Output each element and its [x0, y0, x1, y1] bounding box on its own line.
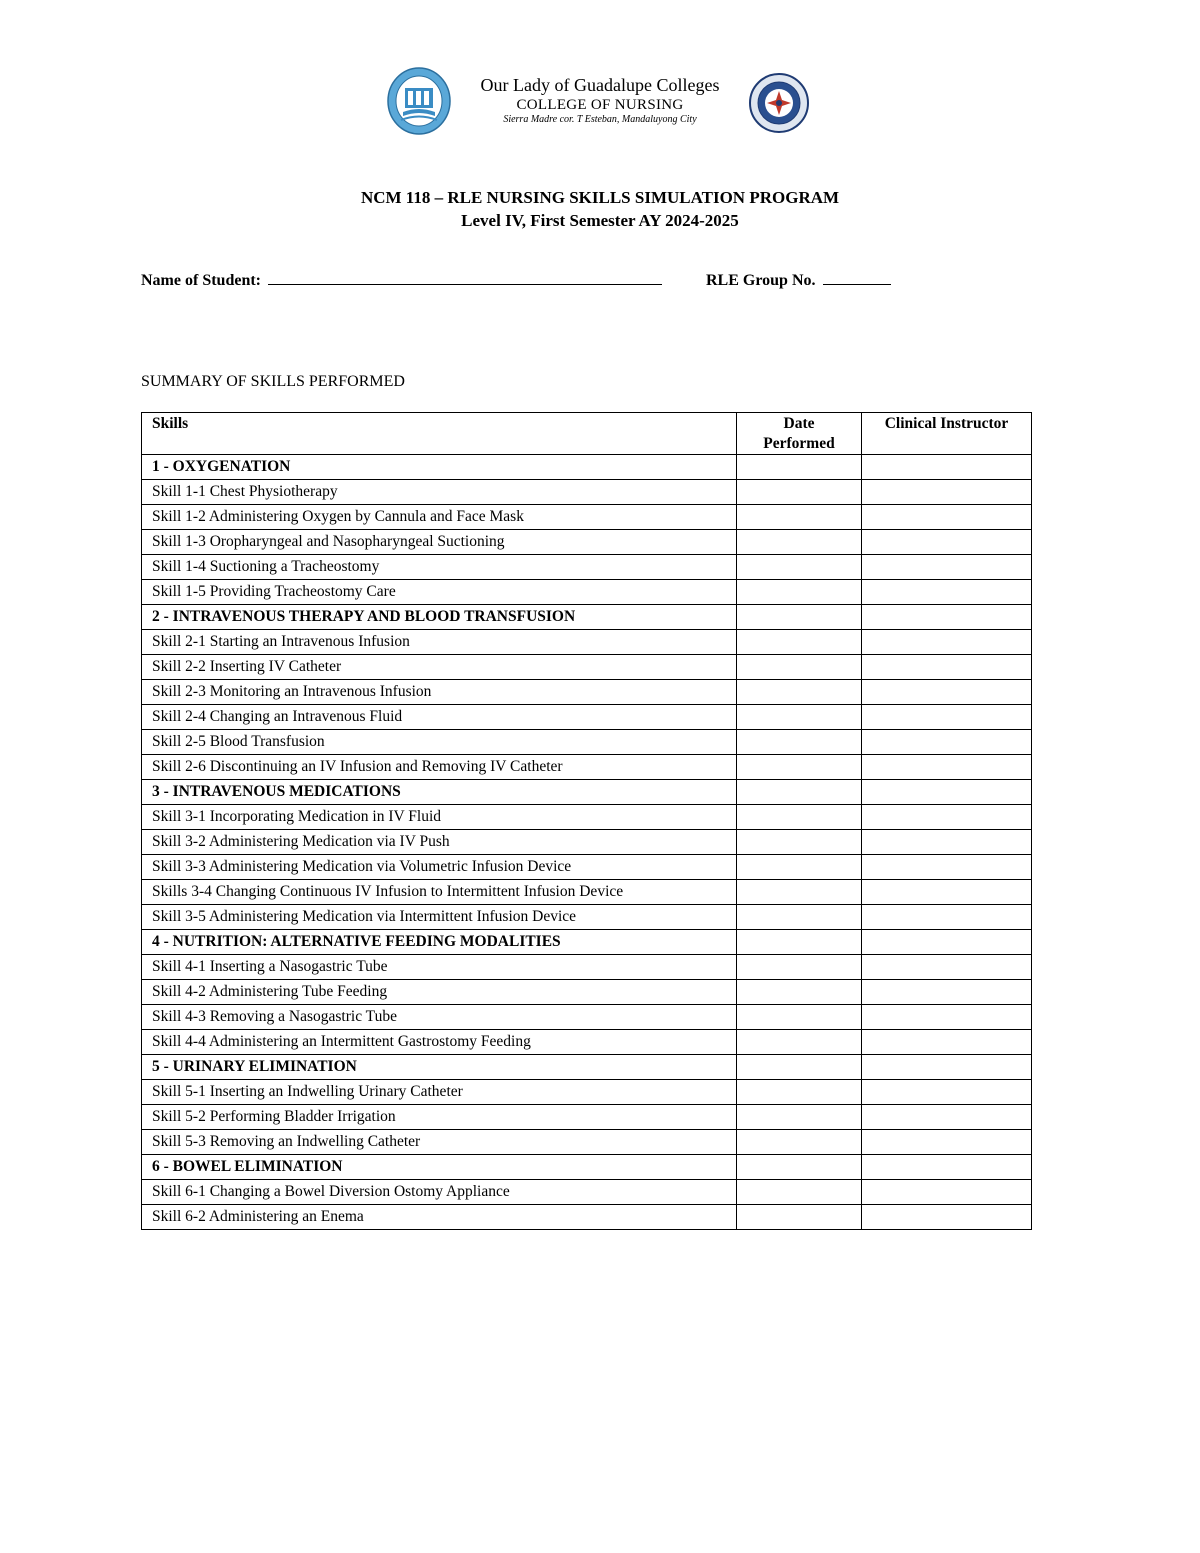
nursing-seal-logo [748, 72, 810, 134]
date-performed-cell[interactable] [737, 530, 862, 555]
date-performed-cell[interactable] [737, 505, 862, 530]
date-performed-cell[interactable] [737, 1055, 862, 1080]
date-performed-cell[interactable] [737, 855, 862, 880]
date-performed-cell[interactable] [737, 955, 862, 980]
date-performed-cell[interactable] [737, 1205, 862, 1230]
skill-row [142, 880, 1032, 905]
skill-name: Skill 6-2 Administering an Enema [142, 1205, 737, 1230]
category-row [142, 780, 1032, 805]
skill-name: Skill 6-1 Changing a Bowel Diversion Ostomy Appliance [142, 1180, 737, 1205]
category-name: 1 - OXYGENATION [142, 455, 737, 480]
header-date-performed: Date Performed [737, 413, 862, 455]
clinical-instructor-cell[interactable] [862, 505, 1032, 530]
date-performed-cell[interactable] [737, 1105, 862, 1130]
category-name: 4 - NUTRITION: ALTERNATIVE FEEDING MODALITIES [142, 930, 737, 955]
date-performed-cell[interactable] [737, 930, 862, 955]
rle-group-label: RLE Group No. [706, 272, 816, 289]
clinical-instructor-cell[interactable] [862, 1055, 1032, 1080]
skill-row [142, 1205, 1032, 1230]
skill-row [142, 555, 1032, 580]
letterhead [380, 64, 820, 140]
rle-group-blank[interactable] [823, 271, 891, 285]
clinical-instructor-cell[interactable] [862, 930, 1032, 955]
skill-row [142, 480, 1032, 505]
skill-name: Skills 3-4 Changing Continuous IV Infusion to Intermittent Infusion Device [142, 880, 737, 905]
skill-row [142, 1080, 1032, 1105]
date-performed-cell[interactable] [737, 655, 862, 680]
skill-row [142, 1005, 1032, 1030]
document-title [0, 186, 1200, 232]
skill-row [142, 655, 1032, 680]
summary-title: SUMMARY OF SKILLS PERFORMED [141, 373, 405, 390]
clinical-instructor-cell[interactable] [862, 955, 1032, 980]
clinical-instructor-cell[interactable] [862, 855, 1032, 880]
clinical-instructor-cell[interactable] [862, 480, 1032, 505]
clinical-instructor-cell[interactable] [862, 455, 1032, 480]
clinical-instructor-cell[interactable] [862, 680, 1032, 705]
clinical-instructor-cell[interactable] [862, 1005, 1032, 1030]
skill-row [142, 1130, 1032, 1155]
title-line-2: Level IV, First Semester AY 2024-2025 [461, 211, 739, 230]
student-name-field [141, 271, 662, 290]
clinical-instructor-cell[interactable] [862, 1030, 1032, 1055]
clinical-instructor-cell[interactable] [862, 880, 1032, 905]
skill-row [142, 755, 1032, 780]
skill-name: Skill 4-1 Inserting a Nasogastric Tube [142, 955, 737, 980]
clinical-instructor-cell[interactable] [862, 655, 1032, 680]
category-name: 3 - INTRAVENOUS MEDICATIONS [142, 780, 737, 805]
date-performed-cell[interactable] [737, 1155, 862, 1180]
skill-name: Skill 5-2 Performing Bladder Irrigation [142, 1105, 737, 1130]
date-performed-cell[interactable] [737, 705, 862, 730]
student-name-label: Name of Student: [141, 272, 261, 289]
skill-name: Skill 2-4 Changing an Intravenous Fluid [142, 705, 737, 730]
clinical-instructor-cell[interactable] [862, 605, 1032, 630]
clinical-instructor-cell[interactable] [862, 780, 1032, 805]
institution-name: Our Lady of Guadalupe Colleges [480, 75, 720, 95]
category-name: 5 - URINARY ELIMINATION [142, 1055, 737, 1080]
date-performed-cell[interactable] [737, 805, 862, 830]
skill-name: Skill 4-4 Administering an Intermittent Gastrostomy Feeding [142, 1030, 737, 1055]
category-name: 6 - BOWEL ELIMINATION [142, 1155, 737, 1180]
skill-row [142, 905, 1032, 930]
date-performed-cell[interactable] [737, 905, 862, 930]
skill-name: Skill 3-3 Administering Medication via Volumetric Infusion Device [142, 855, 737, 880]
date-performed-cell[interactable] [737, 1080, 862, 1105]
clinical-instructor-cell[interactable] [862, 1180, 1032, 1205]
skill-row [142, 730, 1032, 755]
skill-name: Skill 1-3 Oropharyngeal and Nasopharyngeal Suctioning [142, 530, 737, 555]
clinical-instructor-cell[interactable] [862, 1080, 1032, 1105]
clinical-instructor-cell[interactable] [862, 755, 1032, 780]
category-row [142, 1155, 1032, 1180]
date-performed-cell[interactable] [737, 630, 862, 655]
clinical-instructor-cell[interactable] [862, 1205, 1032, 1230]
skill-name: Skill 2-6 Discontinuing an IV Infusion and Removing IV Catheter [142, 755, 737, 780]
skill-row [142, 805, 1032, 830]
date-performed-cell[interactable] [737, 580, 862, 605]
rle-group-field [706, 271, 891, 290]
skill-name: Skill 1-2 Administering Oxygen by Cannula and Face Mask [142, 505, 737, 530]
skill-name: Skill 1-4 Suctioning a Tracheostomy [142, 555, 737, 580]
date-performed-cell[interactable] [737, 1005, 862, 1030]
skill-row [142, 830, 1032, 855]
clinical-instructor-cell[interactable] [862, 980, 1032, 1005]
date-performed-cell[interactable] [737, 605, 862, 630]
category-row [142, 605, 1032, 630]
skills-table [141, 412, 1032, 1230]
skill-row [142, 680, 1032, 705]
header-clinical-instructor: Clinical Instructor [862, 413, 1032, 455]
date-performed-cell[interactable] [737, 555, 862, 580]
clinical-instructor-cell[interactable] [862, 830, 1032, 855]
clinical-instructor-cell[interactable] [862, 730, 1032, 755]
skill-name: Skill 3-2 Administering Medication via IV Push [142, 830, 737, 855]
skill-name: Skill 3-1 Incorporating Medication in IV Fluid [142, 805, 737, 830]
category-row [142, 1055, 1032, 1080]
student-name-blank[interactable] [268, 271, 662, 285]
title-line-1: NCM 118 – RLE NURSING SKILLS SIMULATION PROGRAM [360, 188, 840, 207]
skill-name: Skill 1-1 Chest Physiotherapy [142, 480, 737, 505]
skill-row [142, 705, 1032, 730]
skill-row [142, 505, 1032, 530]
skill-row [142, 980, 1032, 1005]
date-performed-cell[interactable] [737, 755, 862, 780]
skill-name: Skill 2-3 Monitoring an Intravenous Infusion [142, 680, 737, 705]
table-header-row [142, 413, 1032, 455]
clinical-instructor-cell[interactable] [862, 905, 1032, 930]
clinical-instructor-cell[interactable] [862, 1155, 1032, 1180]
institution-address: Sierra Madre cor. T Esteban, Mandaluyong City [503, 114, 697, 125]
date-performed-cell[interactable] [737, 780, 862, 805]
date-performed-cell[interactable] [737, 980, 862, 1005]
skill-name: Skill 3-5 Administering Medication via Intermittent Infusion Device [142, 905, 737, 930]
date-performed-cell[interactable] [737, 880, 862, 905]
clinical-instructor-cell[interactable] [862, 630, 1032, 655]
skill-name: Skill 2-2 Inserting IV Catheter [142, 655, 737, 680]
category-row [142, 455, 1032, 480]
date-performed-cell[interactable] [737, 1030, 862, 1055]
date-performed-cell[interactable] [737, 480, 862, 505]
skill-name: Skill 2-1 Starting an Intravenous Infusion [142, 630, 737, 655]
date-performed-cell[interactable] [737, 1180, 862, 1205]
clinical-instructor-cell[interactable] [862, 580, 1032, 605]
skill-row [142, 530, 1032, 555]
skill-name: Skill 5-3 Removing an Indwelling Catheter [142, 1130, 737, 1155]
date-performed-cell[interactable] [737, 1130, 862, 1155]
category-row [142, 930, 1032, 955]
clinical-instructor-cell[interactable] [862, 805, 1032, 830]
clinical-instructor-cell[interactable] [862, 1130, 1032, 1155]
skill-row [142, 1180, 1032, 1205]
skill-row [142, 1105, 1032, 1130]
category-name: 2 - INTRAVENOUS THERAPY AND BLOOD TRANSFUSION [142, 605, 737, 630]
date-performed-cell[interactable] [737, 730, 862, 755]
skill-name: Skill 4-3 Removing a Nasogastric Tube [142, 1005, 737, 1030]
college-seal-logo [386, 66, 452, 136]
clinical-instructor-cell[interactable] [862, 705, 1032, 730]
skill-name: Skill 4-2 Administering Tube Feeding [142, 980, 737, 1005]
skill-row [142, 580, 1032, 605]
header-skills: Skills [142, 413, 737, 455]
clinical-instructor-cell[interactable] [862, 555, 1032, 580]
clinical-instructor-cell[interactable] [862, 1105, 1032, 1130]
skill-name: Skill 2-5 Blood Transfusion [142, 730, 737, 755]
skill-row [142, 1030, 1032, 1055]
skill-name: Skill 1-5 Providing Tracheostomy Care [142, 580, 737, 605]
date-performed-cell[interactable] [737, 455, 862, 480]
skill-name: Skill 5-1 Inserting an Indwelling Urinary Catheter [142, 1080, 737, 1105]
clinical-instructor-cell[interactable] [862, 530, 1032, 555]
date-performed-cell[interactable] [737, 680, 862, 705]
skill-row [142, 855, 1032, 880]
skill-row [142, 630, 1032, 655]
date-performed-cell[interactable] [737, 830, 862, 855]
skills-table-body [142, 455, 1032, 1230]
college-name: COLLEGE OF NURSING [516, 97, 684, 113]
skill-row [142, 955, 1032, 980]
